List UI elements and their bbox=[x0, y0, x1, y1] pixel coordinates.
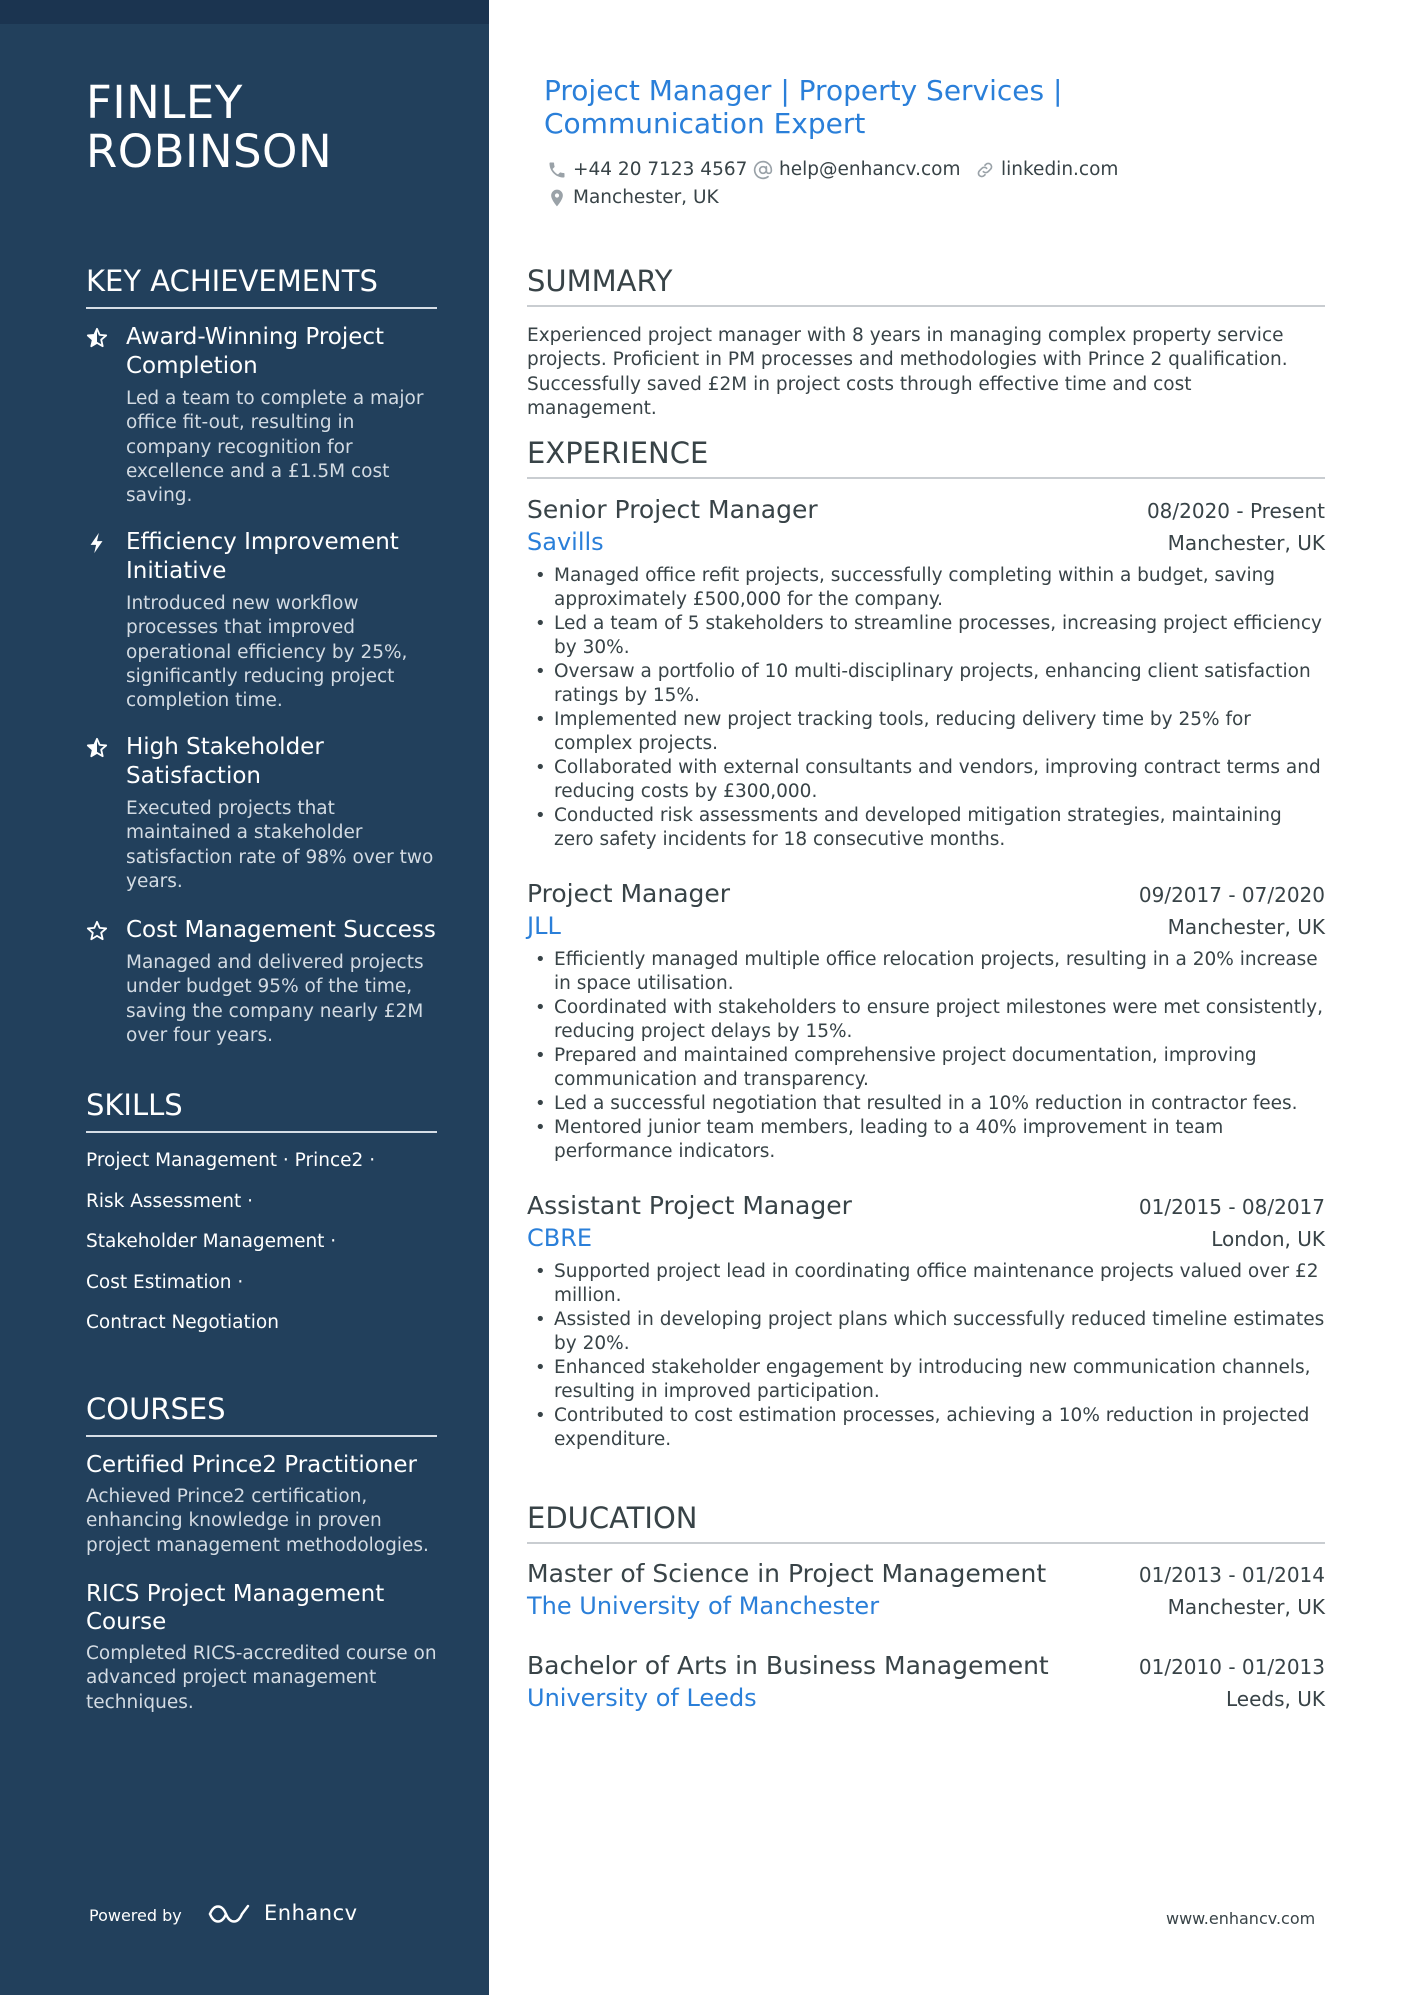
school-name: The University of Manchester bbox=[527, 1592, 880, 1620]
list-item: • Supported project lead in coordinating office maintenance projects valued over £2 million. bbox=[527, 1260, 1325, 1308]
education-heading: EDUCATION bbox=[527, 1500, 1325, 1544]
list-item: • Efficiently managed multiple office relocation projects, resulting in a 20% increase in space utilisation. bbox=[527, 948, 1325, 996]
list-item: • Led a team of 5 stakeholders to streamline processes, increasing project efficiency by 30%. bbox=[527, 612, 1325, 660]
star-outline-icon bbox=[86, 920, 108, 942]
experience-entry bbox=[527, 878, 1325, 1164]
sidebar-top-bar bbox=[0, 0, 489, 24]
phone-icon bbox=[547, 160, 567, 180]
experience-entry bbox=[527, 494, 1325, 852]
achievement-item bbox=[86, 916, 437, 1048]
courses-heading: COURSES bbox=[86, 1391, 437, 1437]
skill-item: Cost Estimation · bbox=[86, 1272, 244, 1293]
location-pin-icon bbox=[547, 188, 567, 208]
contact-phone bbox=[547, 158, 747, 182]
list-item: • Implemented new project tracking tools, reducing delivery time by 25% for complex projects. bbox=[527, 708, 1325, 756]
role-title: Project Manager bbox=[527, 879, 731, 908]
summary-heading: SUMMARY bbox=[527, 263, 1325, 307]
experience-entry bbox=[527, 1190, 1325, 1452]
role-dates: 01/2015 - 08/2017 bbox=[1138, 1195, 1325, 1219]
enhancv-logo[interactable] bbox=[206, 1900, 358, 1928]
degree-dates: 01/2010 - 01/2013 bbox=[1138, 1655, 1325, 1679]
contact-location bbox=[547, 186, 719, 210]
summary-text: Experienced project manager with 8 years in managing complex property service projects. Proficient in PM processes and methodologies with Prince 2 qualification. Successfully saved £2M in project costs through effective time and cost management. bbox=[527, 325, 1288, 419]
achievements-heading: KEY ACHIEVEMENTS bbox=[86, 263, 437, 309]
at-icon bbox=[753, 160, 773, 180]
role-company: Savills bbox=[527, 528, 604, 556]
name-first: FINLEY bbox=[86, 76, 243, 129]
achievement-desc: Executed projects that maintained a stakeholder satisfaction rate of 98% over two years. bbox=[126, 798, 434, 892]
role-company: CBRE bbox=[527, 1224, 593, 1252]
achievement-title: Cost Management Success bbox=[126, 917, 436, 943]
contact-email[interactable] bbox=[753, 158, 960, 182]
school-location: Leeds, UK bbox=[1226, 1687, 1325, 1711]
list-item: • Collaborated with external consultants and vendors, improving contract terms and reducing costs by £300,000. bbox=[527, 756, 1325, 804]
list-item: • Contributed to cost estimation processes, achieving a 10% reduction in projected expenditure. bbox=[527, 1404, 1325, 1452]
list-item: • Coordinated with stakeholders to ensure project milestones were met consistently, reducing project delays by 15%. bbox=[527, 996, 1325, 1044]
headline: Project Manager | Property Services | Communication Expert bbox=[544, 74, 1063, 140]
enhancv-logo-icon bbox=[206, 1900, 256, 1928]
degree-dates: 01/2013 - 01/2014 bbox=[1138, 1563, 1325, 1587]
school-name: University of Leeds bbox=[527, 1684, 757, 1712]
role-title: Assistant Project Manager bbox=[527, 1191, 852, 1220]
skill-item: Project Management · Prince2 · bbox=[86, 1150, 376, 1171]
website-footer-link[interactable]: www.enhancv.com bbox=[1166, 1909, 1316, 1928]
lightning-icon bbox=[86, 532, 108, 554]
star-half-icon bbox=[86, 327, 108, 349]
achievement-title: High Stakeholder Satisfaction bbox=[126, 734, 324, 789]
achievement-title: Award-Winning Project Completion bbox=[126, 324, 385, 379]
role-bullets bbox=[527, 1260, 1325, 1452]
degree-title: Master of Science in Project Management bbox=[527, 1559, 1047, 1588]
achievement-item bbox=[86, 528, 437, 713]
location-text: Manchester, UK bbox=[573, 187, 719, 208]
role-location: Manchester, UK bbox=[1167, 531, 1325, 555]
course-title: Certified Prince2 Practitioner bbox=[86, 1452, 417, 1478]
education-entry bbox=[527, 1650, 1325, 1714]
name-last: ROBINSON bbox=[86, 125, 333, 178]
role-location: Manchester, UK bbox=[1167, 915, 1325, 939]
role-dates: 08/2020 - Present bbox=[1146, 499, 1325, 523]
course-title: RICS Project Management Course bbox=[86, 1581, 385, 1635]
skill-item: Contract Negotiation bbox=[86, 1312, 279, 1333]
course-item bbox=[86, 1451, 437, 1558]
powered-by-label: Powered by bbox=[89, 1906, 182, 1925]
role-title: Senior Project Manager bbox=[527, 495, 818, 524]
list-item: • Enhanced stakeholder engagement by introducing new communication channels, resulting in improved participation. bbox=[527, 1356, 1325, 1404]
email-text: help@enhancv.com bbox=[779, 159, 961, 180]
star-half-icon bbox=[86, 737, 108, 759]
course-desc: Completed RICS-accredited course on advanced project management techniques. bbox=[86, 1643, 437, 1713]
education-entry bbox=[527, 1558, 1325, 1622]
phone-text: +44 20 7123 4567 bbox=[573, 159, 748, 180]
achievement-item bbox=[86, 733, 437, 894]
list-item: • Conducted risk assessments and developed mitigation strategies, maintaining zero safety incidents for 18 consecutive months. bbox=[527, 804, 1325, 852]
skill-item: Risk Assessment · bbox=[86, 1191, 253, 1212]
course-desc: Achieved Prince2 certification, enhancing knowledge in proven project management methodologies. bbox=[86, 1486, 429, 1556]
sidebar bbox=[0, 0, 489, 1995]
skills-heading: SKILLS bbox=[86, 1087, 437, 1133]
role-dates: 09/2017 - 07/2020 bbox=[1138, 883, 1325, 907]
list-item: • Led a successful negotiation that resulted in a 10% reduction in contractor fees. bbox=[527, 1092, 1325, 1116]
course-item bbox=[86, 1580, 437, 1715]
school-location: Manchester, UK bbox=[1167, 1595, 1325, 1619]
candidate-name bbox=[86, 78, 446, 176]
list-item: • Prepared and maintained comprehensive project documentation, improving communication and transparency. bbox=[527, 1044, 1325, 1092]
role-bullets bbox=[527, 948, 1325, 1164]
list-item: • Oversaw a portfolio of 10 multi-disciplinary projects, enhancing client satisfaction ratings by 15%. bbox=[527, 660, 1325, 708]
degree-title: Bachelor of Arts in Business Management bbox=[527, 1651, 1049, 1680]
achievement-desc: Led a team to complete a major office fit-out, resulting in company recognition for excellence and a £1.5M cost saving. bbox=[126, 388, 424, 507]
list-item: • Mentored junior team members, leading to a 40% improvement in team performance indicators. bbox=[527, 1116, 1325, 1164]
list-item: • Managed office refit projects, successfully completing within a budget, saving approximately £500,000 for the company. bbox=[527, 564, 1325, 612]
skill-item: Stakeholder Management · bbox=[86, 1231, 337, 1252]
link-icon bbox=[975, 160, 995, 180]
role-bullets bbox=[527, 564, 1325, 852]
role-location: London, UK bbox=[1211, 1227, 1325, 1251]
role-company: JLL bbox=[527, 912, 561, 940]
contact-linkedin[interactable] bbox=[975, 158, 1118, 182]
achievement-desc: Managed and delivered projects under budget 95% of the time, saving the company nearly £2M over four years. bbox=[126, 952, 424, 1046]
achievement-desc: Introduced new workflow processes that improved operational efficiency by 25%, significantly reducing project completion time. bbox=[126, 593, 408, 712]
achievement-item bbox=[86, 323, 437, 508]
achievement-title: Efficiency Improvement Initiative bbox=[126, 529, 399, 584]
enhancv-brand-text: Enhancv bbox=[264, 1901, 358, 1925]
list-item: • Assisted in developing project plans which successfully reduced timeline estimates by 20%. bbox=[527, 1308, 1325, 1356]
experience-heading: EXPERIENCE bbox=[527, 435, 1325, 479]
linkedin-text: linkedin.com bbox=[1001, 159, 1119, 180]
